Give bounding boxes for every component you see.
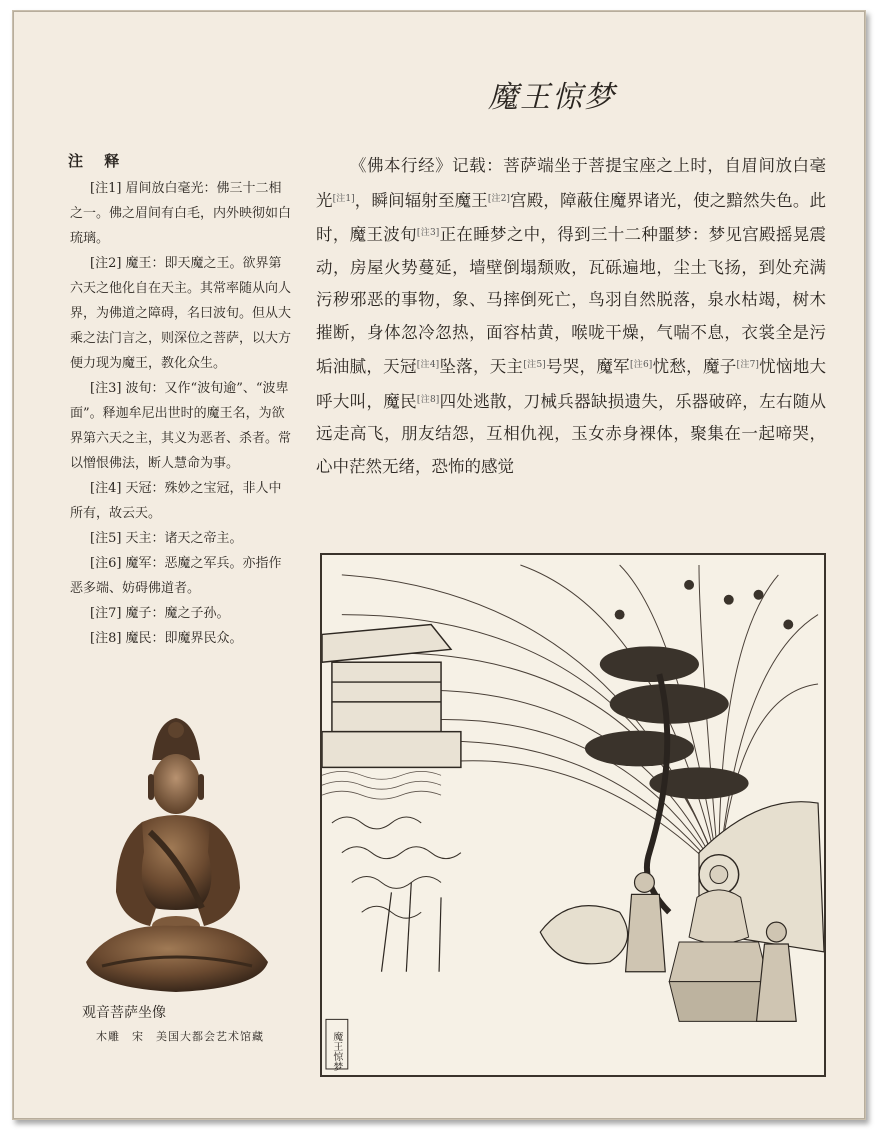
guanyin-statue-image bbox=[72, 712, 282, 1002]
text-segment-5: 坠落，天主 bbox=[439, 357, 524, 376]
note-item-1: [注1] 眉间放白毫光：佛三十二相之一。佛之眉间有白毛，内外映彻如白琉璃。 bbox=[70, 181, 292, 246]
main-paragraph bbox=[316, 150, 826, 483]
note-item-8: [注8] 魔民：即魔界民众。 bbox=[90, 631, 243, 646]
demon-king-dream-illustration bbox=[320, 553, 826, 1077]
note-item-7: [注7] 魔子：魔之子孙。 bbox=[90, 606, 230, 621]
text-segment-2: ，瞬间辐射至魔王 bbox=[354, 190, 488, 210]
footnote-ref-7[interactable]: [注7] bbox=[736, 360, 759, 370]
note-item-2: [注2] 魔王：即天魔之王。欲界第六天之他化自在天主。其常率随从向人界，为佛道之障碍，名曰波旬。但从大乘之法门言之，则深位之菩萨，以大方便力现为魔王，教化众生。 bbox=[70, 256, 292, 371]
footnote-ref-4[interactable]: [注4] bbox=[416, 360, 440, 370]
footnote-ref-1[interactable]: [注1] bbox=[332, 193, 355, 204]
footnote-ref-8[interactable]: [注8] bbox=[416, 394, 440, 405]
page-title: 魔王惊梦 bbox=[488, 80, 616, 115]
footnote-ref-3[interactable]: [注3] bbox=[416, 228, 440, 238]
statue-caption-detail: 木雕 宋 美国大都会艺术馆藏 bbox=[96, 1030, 264, 1043]
text-segment-9: 四处逃散，刀械兵器缺损遗失，乐器破碎，左右随从远走高飞，朋友结怨，互相仇视，玉女赤身裸体，聚集在一起啼哭，心中茫然无绪，恐怖的感觉 bbox=[316, 391, 827, 476]
statue-caption-title: 观音菩萨坐像 bbox=[82, 1005, 166, 1021]
note-item-4: [注4] 天冠：殊妙之宝冠，非人中所有，故云天。 bbox=[70, 481, 282, 521]
text-segment-1: 《佛本行经》记载：菩萨端坐于菩提宝座之上时，自眉间放白毫光 bbox=[316, 156, 826, 210]
text-segment-6: 号哭，魔军 bbox=[545, 357, 630, 376]
footnote-ref-5[interactable]: [注5] bbox=[523, 360, 546, 370]
notes-heading: 注 释 bbox=[68, 152, 128, 170]
note-item-6: [注6] 魔军：恶魔之军兵。亦指作恶多端、妨碍佛道者。 bbox=[70, 556, 282, 596]
note-item-5: [注5] 天主：诸天之帝主。 bbox=[90, 531, 243, 546]
text-segment-3: 宫殿，障蔽住魔界诸光，使之黯然失色。此时，魔王波旬 bbox=[316, 190, 827, 244]
text-segment-4: 正在睡梦之中，得到三十二种噩梦：梦见宫殿摇晃震动，房屋火势蔓延，墙壁倒塌颓败，瓦砾遍地，尘土飞扬，到处充满污秽邪恶的事物，象、马摔倒死亡，鸟羽自然脱落，泉水枯竭，树木摧断，身体忽冷忽热，面容枯黄，喉咙干燥，气喘不息，衣裳全是污垢油腻，天冠 bbox=[316, 225, 827, 376]
footnote-ref-6[interactable]: [注6] bbox=[629, 360, 653, 370]
notes-list bbox=[70, 176, 292, 651]
illustration-seal: 魔王惊梦 bbox=[331, 1031, 343, 1071]
text-segment-7: 忧愁，魔子 bbox=[652, 357, 737, 376]
note-item-3: [注3] 波旬：又作“波旬逾”、“波卑面”。释迦牟尼出世时的魔王名，为欲界第六天之主，其义为恶者、杀者。常以憎恨佛法，断人慧命为事。 bbox=[70, 381, 292, 471]
footnote-ref-2[interactable]: [注2] bbox=[487, 193, 510, 204]
text-segment-8: 忧恼地大呼大叫，魔民 bbox=[316, 357, 827, 411]
